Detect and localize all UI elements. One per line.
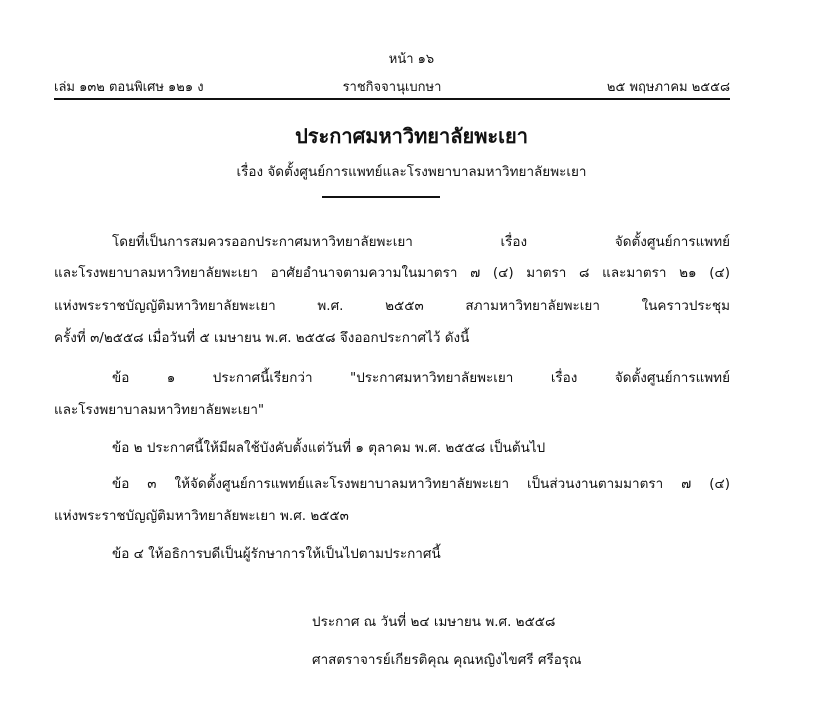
page-number: หน้า ๑๖ xyxy=(388,52,435,67)
announcement-subject: เรื่อง จัดตั้งศูนย์การแพทย์และโรงพยาบาลมหาวิทยาลัยพะเยา xyxy=(236,164,587,180)
preamble-line: โดยที่เป็นการสมควรออกประกาศมหาวิทยาลัยพะเยา เรื่อง จัดตั้งศูนย์การแพทย์ xyxy=(112,234,730,250)
clause-4-line: ข้อ ๔ ให้อธิการบดีเป็นผู้รักษาการให้เป็นไปตามประกาศนี้ xyxy=(112,546,441,562)
clause-3-line: ข้อ ๓ ให้จัดตั้งศูนย์การแพทย์และโรงพยาบาลมหาวิทยาลัยพะเยา เป็นส่วนงานตามมาตรา ๗ (๔) xyxy=(112,476,730,492)
header-divider xyxy=(54,98,730,100)
preamble-line: แห่งพระราชบัญญัติมหาวิทยาลัยพะเยา พ.ศ. ๒๕๕๓ สภามหาวิทยาลัยพะเยา ในคราวประชุม xyxy=(54,298,730,314)
preamble-line: และโรงพยาบาลมหาวิทยาลัยพะเยา อาศัยอำนาจตามความในมาตรา ๗ (๔) มาตรา ๘ และมาตรา ๒๑ (๔) xyxy=(54,265,730,281)
gazette-header xyxy=(54,76,730,96)
announcement-title: ประกาศมหาวิทยาลัยพะเยา xyxy=(295,124,528,148)
clause-2-line: ข้อ ๒ ประกาศนี้ให้มีผลใช้บังคับตั้งแต่วันที่ ๑ ตุลาคม พ.ศ. ๒๕๕๘ เป็นต้นไป xyxy=(112,440,546,456)
given-date: ประกาศ ณ วันที่ ๒๔ เมษายน พ.ศ. ๒๕๕๘ xyxy=(312,614,556,630)
clause-1-line: ข้อ ๑ ประกาศนี้เรียกว่า "ประกาศมหาวิทยาลัยพะเยา เรื่อง จัดตั้งศูนย์การแพทย์ xyxy=(112,370,730,386)
publication-name: ราชกิจจานุเบกษา xyxy=(342,80,442,95)
title-divider xyxy=(322,196,440,198)
signatory: ศาสตราจารย์เกียรติคุณ คุณหญิงไขศรี ศรีอรุณ xyxy=(312,652,582,668)
preamble-line: ครั้งที่ ๓/๒๕๕๘ เมื่อวันที่ ๕ เมษายน พ.ศ. ๒๕๕๘ จึงออกประกาศไว้ ดังนี้ xyxy=(54,330,470,346)
clause-3-line: แห่งพระราชบัญญัติมหาวิทยาลัยพะเยา พ.ศ. ๒๕๕๓ xyxy=(54,508,349,524)
volume-info: เล่ม ๑๓๒ ตอนพิเศษ ๑๒๑ ง xyxy=(54,80,204,95)
clause-1-line: และโรงพยาบาลมหาวิทยาลัยพะเยา" xyxy=(54,402,265,418)
publication-date: ๒๕ พฤษภาคม ๒๕๕๘ xyxy=(606,80,730,95)
